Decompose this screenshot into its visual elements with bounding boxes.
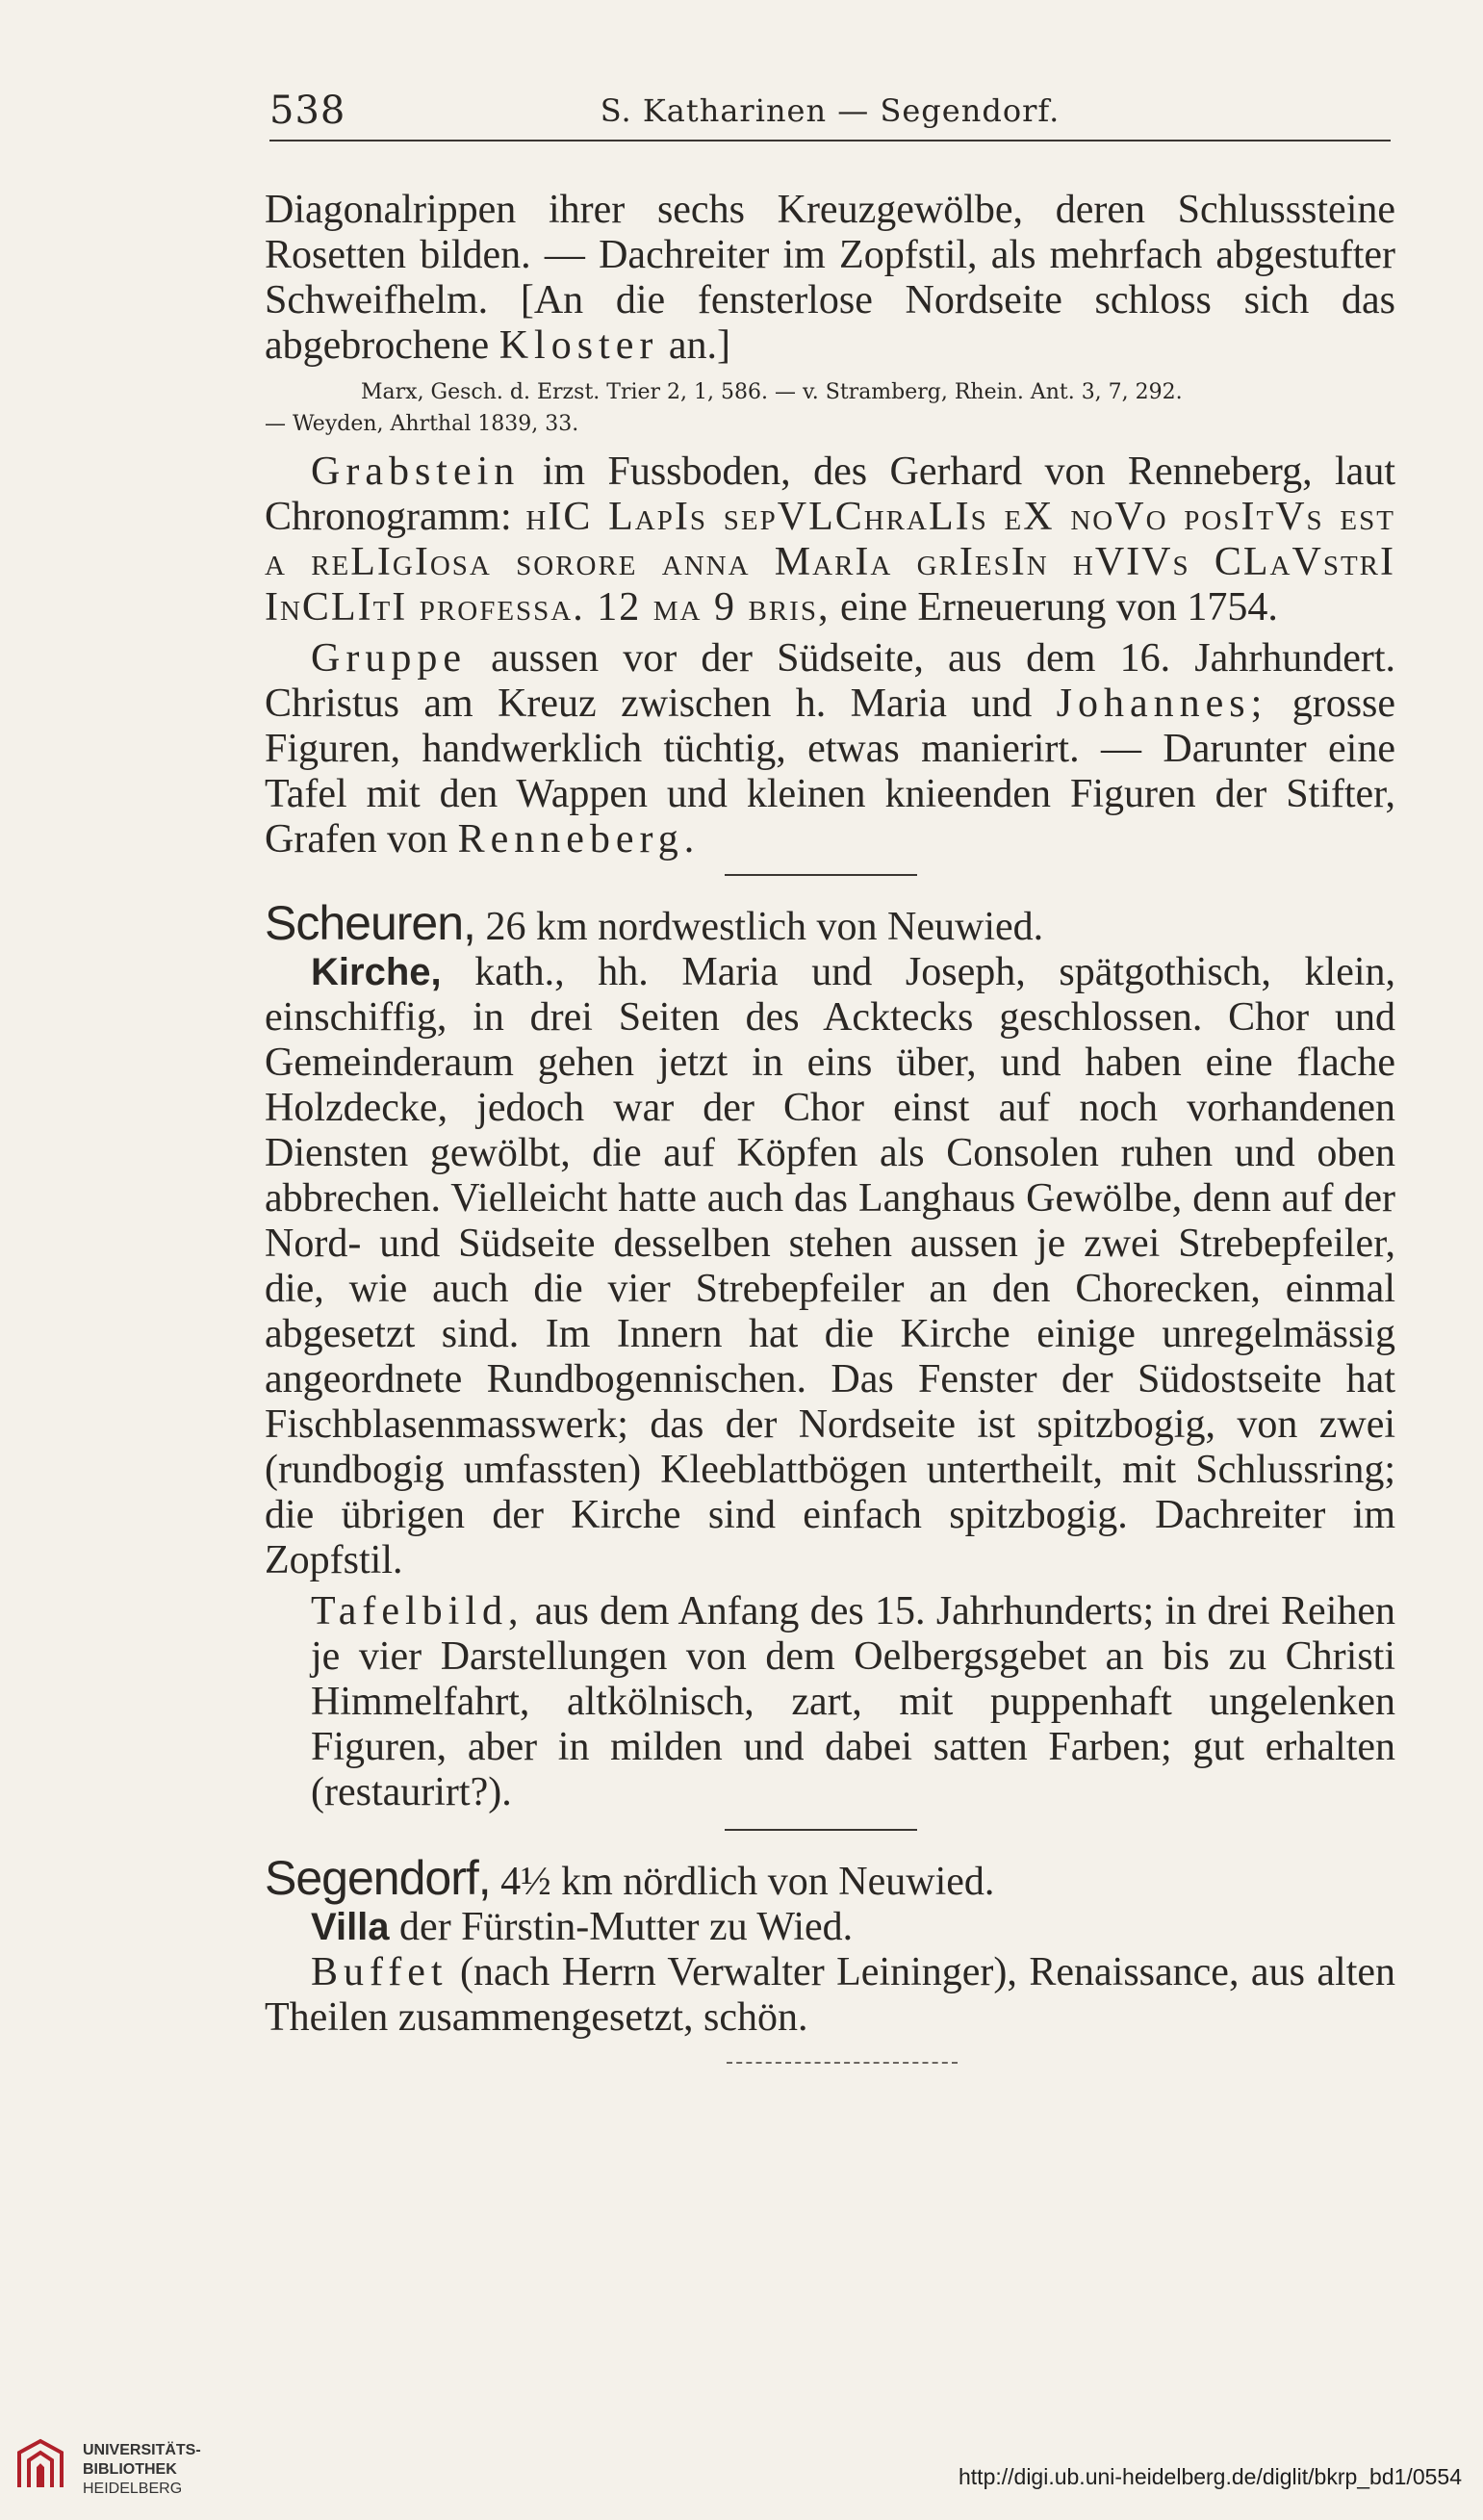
page-number: 538 (269, 89, 346, 133)
running-title: S. Katharinen — Segendorf. (600, 92, 1061, 129)
heading-scheuren: Scheuren, 26 km nordwestlich von Neuwied. (265, 896, 1044, 950)
paragraph-grabstein: Grabstein im Fussboden, des Gerhard von Renneberg, laut Chronogramm: hIC LapIs sepVLChraLIs eX noVo posItVs est a reLIgIosa sorore anna MarIa grIesIn hVIVs CLaVstrI InCLItI professa. 12 ma 9 bris, eine Erneuerung von 1754. (265, 450, 1395, 630)
section-divider (725, 874, 917, 876)
paragraph-tafelbild: Tafelbild, aus dem Anfang des 15. Jahrhunderts; in drei Reihen je vier Darstellungen von dem Oelbergsgebet an bis zu Christi Himmelfahrt, altkölnisch, zart, mit puppenhaft ungelenken Figuren, aber in milden und dabei satten Farben; gut erhalten (restaurirt?). (311, 1589, 1396, 1814)
chronogram: hIC LapIs sepVLChraLIs eX noVo posItVs est a reLIgIosa sorore anna MarIa grIesIn hVIVs CLaVstrI InCLItI professa. 12 ma 9 bris, (265, 495, 1395, 630)
note-line: — Weyden, Ahrthal 1839, 33. (265, 412, 579, 436)
end-divider (727, 2062, 958, 2064)
paragraph-villa: Villa der Fürstin-Mutter zu Wied. (311, 1905, 854, 1949)
section-divider (725, 1829, 917, 1831)
library-logo-icon (13, 2435, 69, 2493)
running-head (269, 89, 1391, 137)
paragraph-kirche: Kirche, kath., hh. Maria und Joseph, spätgothisch, klein, einschiffig, in drei Seiten des Acktecks geschlossen. Chor und Gemeinderaum gehen jetzt in eins über, und haben eine flache Holzdecke, jedoch war der Chor einst auf noch vorhandenen Diensten gewölbt, die auf Köpfen als Consolen ruhen und oben abbrechen. Vielleicht hatte auch das Langhaus Gewölbe, denn auf der Nord- und Südseite desselben stehen aussen je zwei Strebepfeiler, die, wie auch die vier Strebepfeiler an den Chorecken, einmal abgesetzt sind. Im Innern hat die Kirche einige unregelmässig angeordnete Rundbogennischen. Das Fenster der Südostseite hat Fischblasenmasswerk; das der Nordseite ist spitzbogig, von zwei (rundbogig umfassten) Kleeblattbögen untertheilt, mit Schlussring; die übrigen der Kirche sind einfach spitzbogig. Dachreiter im Zopfstil. (265, 950, 1396, 1582)
institution-name: UNIVERSITÄTS- BIBLIOTHEK HEIDELBERG (83, 2442, 201, 2497)
source-url-link[interactable]: http://digi.ub.uni-heidelberg.de/diglit/bkrp_bd1/0554 (959, 2464, 1462, 2489)
page-body (265, 188, 1395, 2064)
note-line: Marx, Gesch. d. Erzst. Trier 2, 1, 586. — v. Stramberg, Rhein. Ant. 3, 7, 292. (361, 380, 1183, 404)
paragraph-buffet: Buffet (nach Herrn Verwalter Leininger), Renaissance, aus alten Theilen zusammengesetzt, schön. (265, 1950, 1396, 2040)
paragraph-diagonalrippen: Diagonalrippen ihrer sechs Kreuzgewölbe, deren Schlusssteine Rosetten bilden. — Dachreiter im Zopfstil, als mehrfach abgestufter Schweifhelm. [An die fensterlose Nordseite schloss sich das abgebrochene Kloster an.] (265, 188, 1395, 368)
paragraph-gruppe: Gruppe aussen vor der Südseite, aus dem 16. Jahrhundert. Christus am Kreuz zwischen h. Maria und Johannes; grosse Figuren, handwerklich tüchtig, etwas manierirt. — Darunter eine Tafel mit den Wappen und kleinen knieenden Figuren der Stifter, Grafen von Renneberg. (265, 636, 1396, 861)
header-rule (269, 140, 1391, 141)
footer (0, 2426, 1483, 2520)
heading-segendorf: Segendorf, 4½ km nördlich von Neuwied. (265, 1851, 995, 1905)
literature-note (265, 376, 1395, 440)
